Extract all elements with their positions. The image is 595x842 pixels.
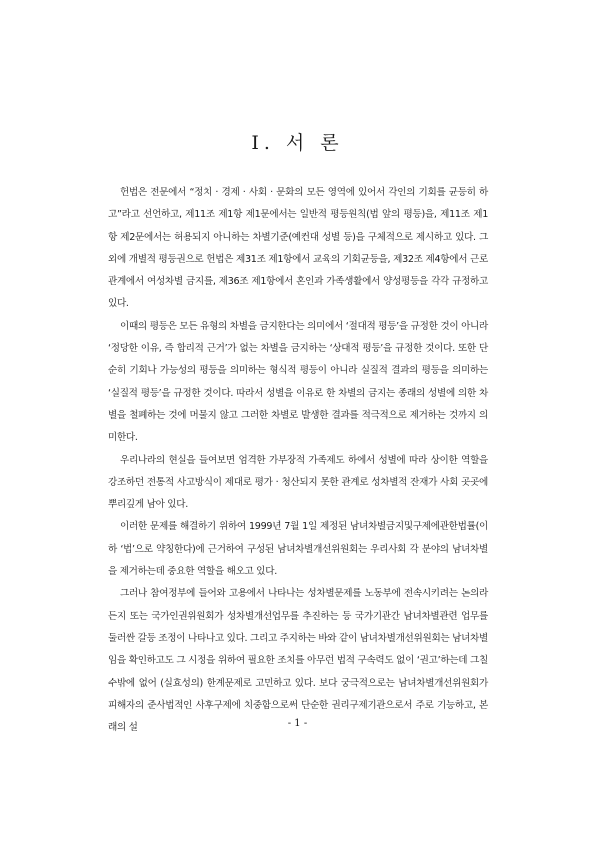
paragraph-2: 이때의 평등은 모든 유형의 차별을 금지한다는 의미에서 ‘절대적 평등’을 규정한 것이 아니라 ‘정당한 이유, 즉 합리적 근거’가 없는 차별을 금지하는 ‘상대적 평등’을 규정한 것이다. 또한 단순히 기회나 가능성의 평등을 의미하는 형식적 평등이 아니라 실질적 결과의 평등을 의미하는 ‘실질적 평등’을 규정한 것이다. 따라서 성별을 이유로 한 차별의 금지는 종래의 성별에 의한 차별을 철폐하는 것에 머물지 않고 그러한 차별로 발생한 결과를 적극적으로 제거하는 것까지 의미한다.	[108, 320, 488, 444]
section-title: Ⅰ. 서 론	[251, 132, 344, 154]
paragraph-1: 헌법은 전문에서 “정치 · 경제 · 사회 · 문화의 모든 영역에 있어서 각인의 기회를 균등히 하고”라고 선언하고, 제11조 제1항 제1문에서는 일반적 평등원칙(법 앞의 평등)을, 제11조 제1항 제2문에서는 허용되지 아니하는 차별기준(예컨대 성별 등)을 구체적으로 제시하고 있다. 그 외에 개별적 평등권으로 헌법은 제31조 제1항에서 교육의 기회균등을, 제32조 제4항에서 근로관계에서 여성차별 금지를, 제36조 제1항에서 혼인과 가족생활에서 양성평등을 각각 규정하고 있다.	[108, 187, 488, 310]
page-number: - 1 -	[287, 718, 308, 729]
paragraph-5: 그러나 참여정부에 들어와 고용에서 나타나는 성차별문제를 노동부에 전속시키려는 논의라든지 또는 국가인권위원회가 성차별개선업무를 추진하는 등 국가기관간 남녀차별관련 업무를 둘러싼 갈등 조정이 나타나고 있다. 그리고 주지하는 바와 같이 남녀차별개선위원회는 남녀차별임을 확인하고도 그 시정을 위하여 필요한 조치를 아무런 법적 구속력도 없이 ‘권고’하는데 그칠 수밖에 없어 (실효성의) 한계문제로 고민하고 있다. 보다 궁극적으로는 남녀차별개선위원회가 피해자의 준사법적인 사후구제에 치중함으로써 단순한 권리구제기관으로서 주로 기능하고, 본래의 설	[108, 588, 488, 734]
paragraph-4: 이러한 문제를 해결하기 위하여 1999년 7월 1일 제정된 남녀차별금지및구제에관한법률(이하 ‘법’으로 약칭한다)에 근거하여 구성된 남녀차별개선위원회는 우리사회 각 분야의 남녀차별을 제거하는데 중요한 역할을 해오고 있다.	[108, 521, 488, 578]
body-text	[108, 182, 488, 739]
paragraph-3: 우리나라의 현실을 들여보면 엄격한 가부장적 가족제도 하에서 성별에 따라 상이한 역할을 강조하던 전통적 사고방식이 제대로 평가 · 청산되지 못한 관계로 성차별적 잔재가 사회 곳곳에 뿌리깊게 남아 있다.	[108, 454, 488, 511]
